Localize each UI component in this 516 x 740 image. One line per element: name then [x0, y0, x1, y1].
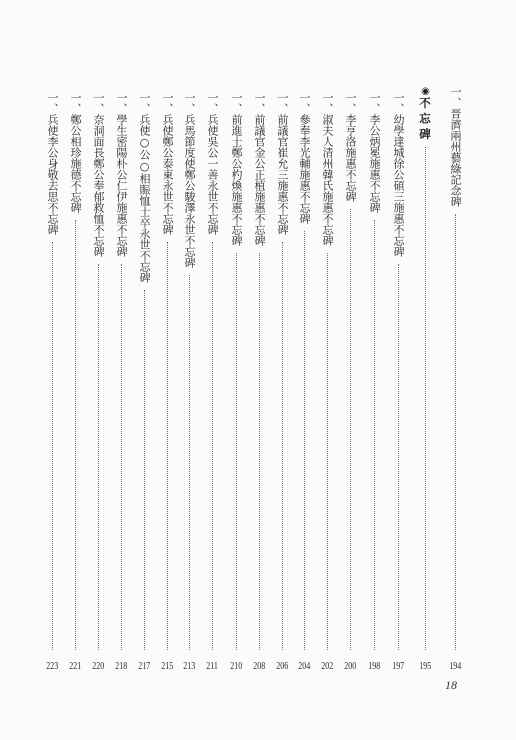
dot-leader: [212, 242, 213, 650]
dot-leader: [425, 147, 426, 650]
toc-entry: [317, 92, 337, 673]
entry-page-number: 195: [419, 660, 431, 672]
entry-page-number: 202: [321, 660, 333, 672]
dot-leader: [455, 214, 456, 650]
entry-title: 一、前進士鄭公杓煥施惠不忘碑: [230, 92, 243, 246]
dot-leader: [350, 209, 351, 650]
entry-page-number: 210: [230, 660, 242, 672]
dot-leader: [259, 253, 260, 650]
entry-title: 一、李亨洛施惠不忘碑: [344, 92, 357, 202]
entry-page-number: 197: [392, 660, 404, 672]
entry-page-number: 206: [276, 660, 288, 672]
entry-page-number: 208: [253, 660, 265, 672]
toc-entry: [111, 92, 131, 673]
entry-title: 一、學生密陽朴公仁伊施惠不忘碑: [115, 92, 128, 257]
entry-page-number: 215: [161, 660, 173, 672]
entry-title: 一、兵使○公○相賑恤士卒永世不忘碑: [138, 92, 151, 283]
entry-title: 一、兵使李公身敬去思不忘碑: [46, 92, 59, 235]
toc-entry: [179, 92, 199, 673]
dot-leader: [304, 231, 305, 650]
toc-entry: [388, 92, 408, 673]
toc-section-header: [415, 86, 435, 673]
toc-entry: [42, 92, 62, 673]
entry-title: 一、晋濟兩州藝綠記念碑: [449, 86, 462, 207]
entry-page-number: 200: [344, 660, 356, 672]
dot-leader: [236, 253, 237, 650]
entry-page-number: 194: [449, 660, 461, 672]
dot-leader: [189, 275, 190, 650]
entry-title: 一、鄭公相珍施德不忘碑: [69, 92, 82, 213]
entry-title: 一、前議官崔允三施惠不忘碑: [276, 92, 289, 235]
section-heading: [415, 86, 435, 140]
entry-title: 一、兵使鄭公泰東永世不忘碑: [161, 92, 174, 235]
entry-page-number: 217: [138, 660, 150, 672]
page-number: 18: [445, 678, 457, 692]
dot-leader: [398, 264, 399, 650]
toc-entry: [364, 92, 384, 673]
dot-leader: [167, 242, 168, 650]
entry-page-number: 218: [115, 660, 127, 672]
toc-entry: [157, 92, 177, 673]
entry-page-number: 220: [92, 660, 104, 672]
entry-title: 一、兵使吳公一善永世不忘碑: [206, 92, 219, 235]
dot-leader: [282, 242, 283, 650]
dot-leader: [121, 264, 122, 650]
entry-title: 一、幼學達城徐公碩三施惠不忘碑: [392, 92, 405, 257]
toc-entry: [134, 92, 154, 673]
toc-entry: [340, 92, 360, 673]
section-marker-icon: ◉: [420, 86, 431, 97]
entry-title: 一、李公炳冕施惠不忘碑: [368, 92, 381, 213]
dot-leader: [327, 253, 328, 650]
entry-page-number: 213: [183, 660, 195, 672]
toc-entry: [272, 92, 292, 673]
dot-leader: [98, 264, 99, 650]
dot-leader: [75, 220, 76, 650]
entry-page-number: 211: [206, 660, 218, 672]
toc-entry: [226, 92, 246, 673]
toc-entry: [202, 92, 222, 673]
toc-entry: [249, 92, 269, 673]
entry-title: 一、前議官金公正植施惠不忘碑: [253, 92, 266, 246]
toc-entry: [445, 86, 465, 673]
entry-title: 一、參奉李光輔施惠不忘碑: [298, 92, 311, 224]
entry-title: 一、兵馬節度使鄭公駿澤永世不忘碑: [183, 92, 196, 268]
toc-entry: [88, 92, 108, 673]
entry-title: 一、淑夫人清州韓氏施惠不忘碑: [321, 92, 334, 246]
entry-title: 一、奈洞面長鄭公奉郁救恤不忘碑: [92, 92, 105, 257]
toc-entry: [294, 92, 314, 673]
entry-page-number: 221: [69, 660, 81, 672]
dot-leader: [52, 242, 53, 650]
entry-page-number: 198: [368, 660, 380, 672]
dot-leader: [144, 290, 145, 650]
entry-page-number: 204: [298, 660, 310, 672]
entry-page-number: 223: [46, 660, 58, 672]
toc-entry: [65, 92, 85, 673]
dot-leader: [374, 220, 375, 650]
section-title: 不 忘 碑: [418, 97, 432, 140]
